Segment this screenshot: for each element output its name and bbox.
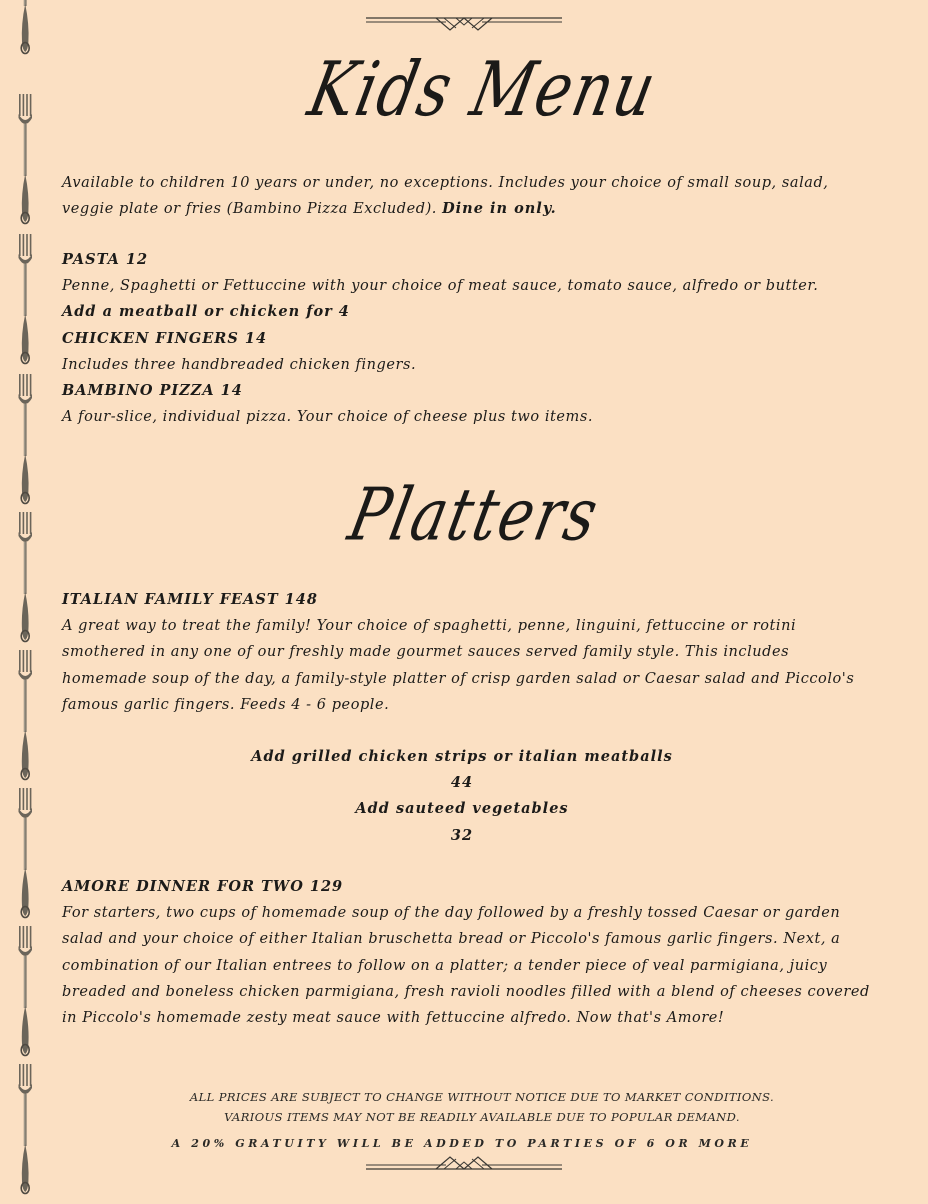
menu-item-description: A great way to treat the family! Your choice of spaghetti, penne, linguini, fettuccine or rotini smothered in any one of our freshly made gourmet sauces served family style. This includes homemade soup of the day, a family-style platter of crisp garden salad or Caesar salad and Piccolo's famous garlic fingers. Feeds 4 - 6 people. [62, 618, 855, 713]
platters-title: Platters [341, 472, 607, 557]
disclaimer-line: VARIOUS ITEMS MAY NOT BE READILY AVAILABLE DUE TO POPULAR DEMAND. [224, 1110, 740, 1124]
gratuity-note: A 20% GRATUITY WILL BE ADDED TO PARTIES OF 6 OR MORE [171, 1137, 753, 1150]
menu-item-description: For starters, two cups of homemade soup of the day followed by a freshly tossed Caesar or garden salad and your choice of either Italian bruschetta bread or Piccolo's famous garlic fingers. Next, a combination of our Italian entrees to follow on a platter; a tender piece of veal parmigiana, juicy breaded and boneless chicken parmigiana, fresh ravioli noodles filled with a blend of cheeses covered in Piccolo's homemade zesty meat sauce with fettuccine alfredo. Now that's Amore! [62, 905, 870, 1027]
addon-label: Add sauteed vegetables [355, 800, 569, 818]
addon-label: Add grilled chicken strips or italian meatballs [251, 748, 673, 765]
addon-price: 44 [450, 774, 474, 792]
menu-item-name: CHICKEN FINGERS 14 [62, 329, 268, 347]
menu-item-name: BAMBINO PIZZA 14 [62, 382, 243, 400]
menu-item-name: PASTA 12 [62, 251, 149, 268]
menu-item-description: Includes three handbreaded chicken fingers. [62, 356, 417, 373]
kids-menu-title: Kids Menu [301, 46, 665, 134]
platter-item [62, 874, 872, 1031]
disclaimer-line: ALL PRICES ARE SUBJECT TO CHANGE WITHOUT NOTICE DUE TO MARKET CONDITIONS. [189, 1090, 775, 1104]
menu-item-description: A four-slice, individual pizza. Your choice of cheese plus two items. [62, 409, 593, 426]
menu-item-extra: Add a meatball or chicken for 4 [62, 303, 350, 321]
menu-item-description: Penne, Spaghetti or Fettuccine with your choice of meat sauce, tomato sauce, alfredo or butter. [62, 278, 819, 295]
art-deco-ornament-icon [364, 10, 564, 32]
fork-border [12, 0, 42, 1204]
menu-item-name: AMORE DINNER FOR TWO 129 [62, 878, 344, 895]
intro-text: Available to children 10 years or under, no exceptions. Includes your choice of small soup, salad, veggie plate or fries (Bambino Pizza Excluded). [62, 175, 829, 218]
price-disclaimer [62, 1087, 902, 1127]
addon-price: 32 [450, 826, 474, 844]
menu-item-name: ITALIAN FAMILY FEAST 148 [62, 591, 318, 608]
kids-menu-items [62, 247, 872, 430]
platter-addons [62, 744, 862, 849]
art-deco-ornament-icon [364, 1155, 564, 1177]
platter-item [62, 587, 872, 718]
kids-menu-intro [62, 170, 872, 222]
dine-in-note: Dine in only. [442, 200, 557, 218]
